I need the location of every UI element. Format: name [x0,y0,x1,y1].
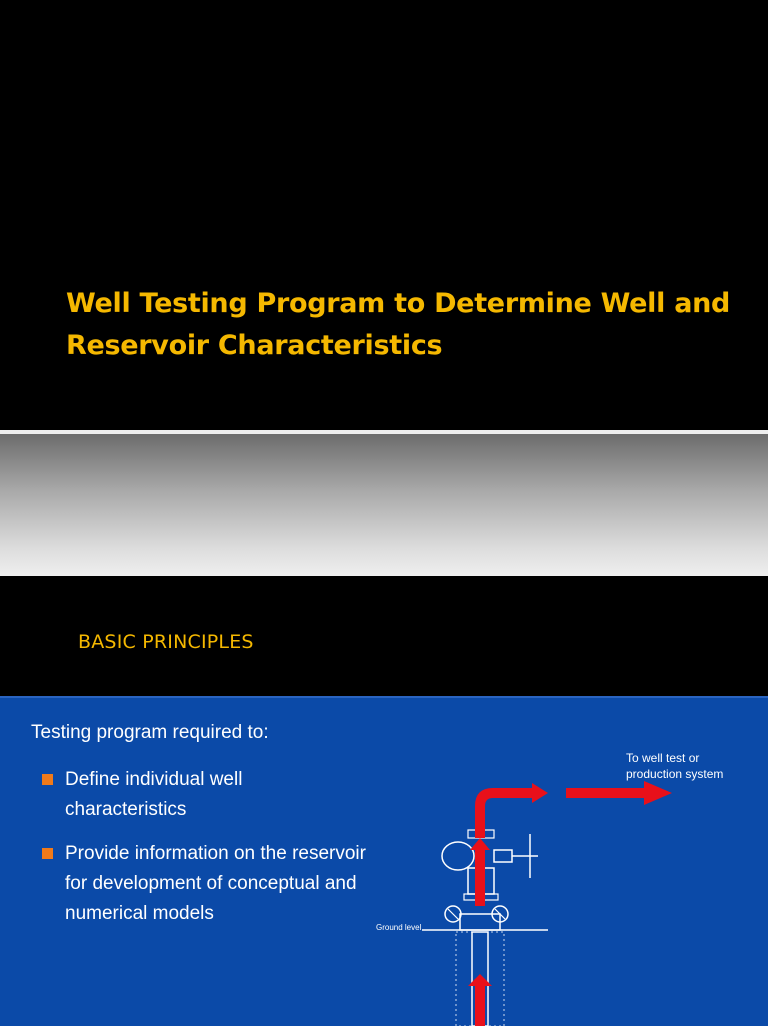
slide-title-line-1: Well Testing Program to Determine Well and [66,288,731,319]
wellhead-base [460,914,500,930]
bullet-text: Provide information on the reservoir [65,843,366,864]
wellhead-diagram [360,738,760,1026]
section-subtitle: BASIC PRINCIPLES [78,631,254,653]
bullet-square-icon [42,774,53,785]
actuator [494,850,512,862]
flow-arrow-vertical-head [470,838,490,850]
lead-text: Testing program required to: [31,722,269,743]
destination-label-line-1: To well test or [626,751,700,765]
destination-label-line-2: production system [626,767,724,781]
slide-title-line-2: Reservoir Characteristics [66,330,443,361]
ground-level-label: Ground level [376,923,422,932]
wing-valve [442,842,474,870]
destination-label [626,750,723,782]
flow-arrow-elbow-head [532,783,548,803]
flow-arrow-elbow [475,788,532,838]
flow-arrow-bottom-shaft [475,983,485,1026]
slide-title [66,283,746,367]
bullet-text: Define individual well [65,769,243,790]
content-slide [0,696,768,1026]
flow-arrow-outlet-head [644,781,672,805]
bullet-square-icon [42,848,53,859]
flow-arrow-vertical-shaft [475,846,485,906]
bullet-text: for development of conceptual and [65,873,357,894]
flow-arrow-outlet-shaft [566,788,646,798]
section-slide [0,576,768,696]
bullet-text: numerical models [65,903,214,924]
bullet-text: characteristics [65,799,187,820]
title-slide [0,0,768,430]
gradient-band [0,434,768,576]
